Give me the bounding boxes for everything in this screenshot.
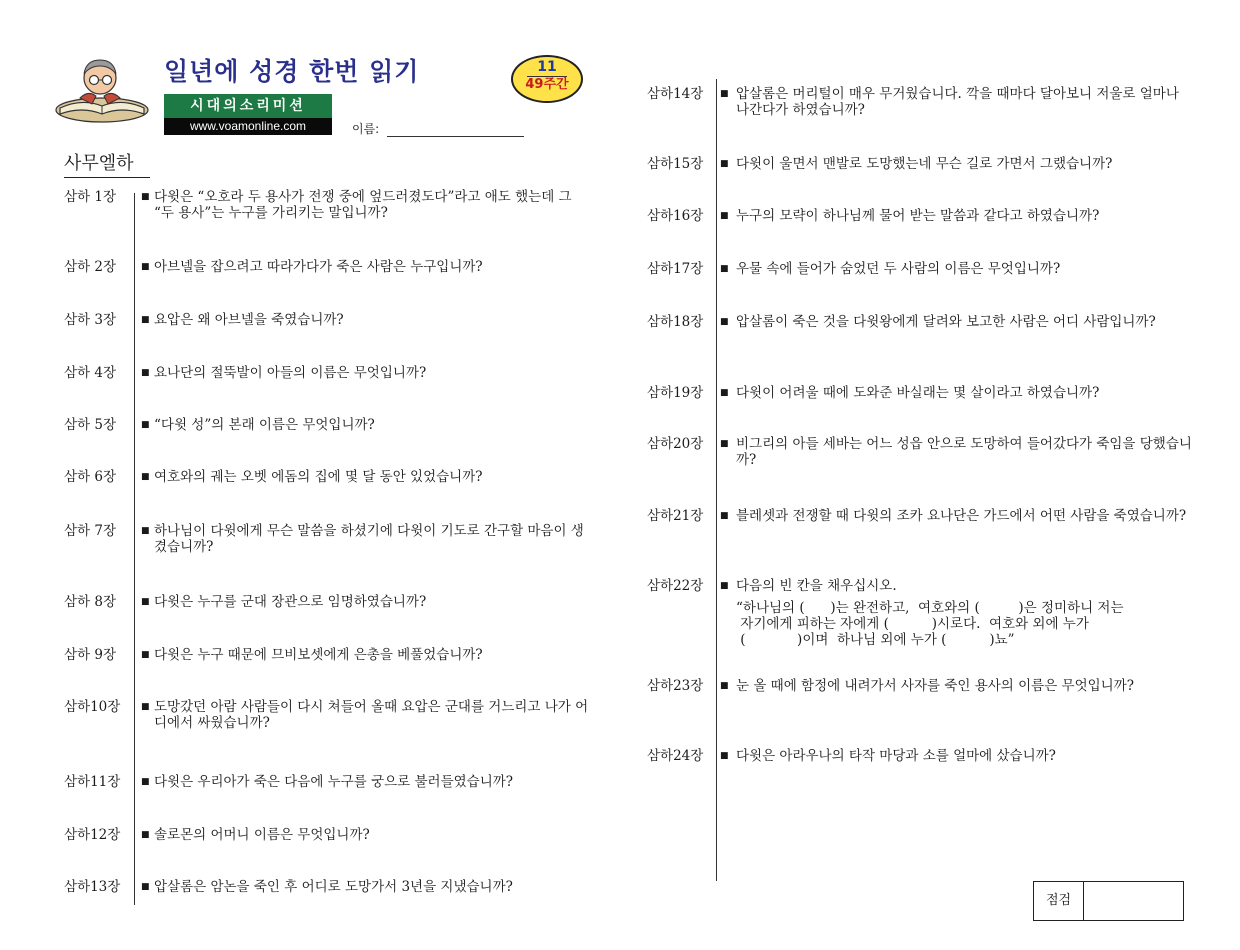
name-label: 이름:: [352, 122, 380, 136]
chapter-label: 삼하21장: [647, 508, 704, 524]
question-text: 도망갔던 아람 사람들이 다시 쳐들어 올때 요압은 군대를 거느리고 나가 어디에서 싸웠습니까?: [154, 699, 589, 731]
question-text: 아브넬을 잡으려고 따라가다가 죽은 사람은 누구입니까?: [154, 259, 483, 275]
bullet-icon: ■: [720, 89, 729, 99]
question-text: 솔로몬의 어머니 이름은 무엇입니까?: [154, 827, 370, 843]
bullet-icon: ■: [720, 388, 729, 398]
check-box: [1033, 881, 1184, 921]
bullet-icon: ■: [720, 159, 729, 169]
question-text: 다윗이 울면서 맨발로 도망했는네 무슨 길로 가면서 그랬습니까?: [736, 156, 1113, 172]
bullet-icon: ■: [720, 211, 729, 221]
fill-in-quote-line: ( )이며 하나님 외에 누가 ( )뇨”: [736, 632, 1015, 648]
question-text: 다윗은 “오호라 두 용사가 전쟁 중에 엎드러졌도다”라고 애도 했는데 그 “두 용사”는 누구를 가리키는 말입니까?: [154, 189, 572, 221]
bullet-icon: ■: [720, 581, 729, 591]
question-text: 압살롬은 머리털이 매우 무거웠습니다. 깍을 때마다 달아보니 저울로 얼마나 나간다가 하였습니까?: [736, 86, 1179, 118]
org-name-banner: 시대의소리미션: [164, 94, 332, 118]
question-text: 블레셋과 전쟁할 때 다윗의 조카 요나단은 가드에서 어떤 사람을 죽였습니까?: [736, 508, 1187, 524]
question-text: 다윗은 누구를 군대 장관으로 임명하였습니까?: [154, 594, 427, 610]
question-text: 누구의 모략이 하나님께 물어 받는 말씀과 같다고 하였습니까?: [736, 208, 1100, 224]
question-text: 다윗이 어려울 때에 도와준 바실래는 몇 살이라고 하였습니까?: [736, 385, 1100, 401]
chapter-label: 삼하17장: [647, 261, 704, 277]
bullet-icon: ■: [720, 511, 729, 521]
week-badge: [511, 55, 583, 103]
chapter-label: 삼하 1장: [64, 189, 117, 205]
chapter-label: 삼하16장: [647, 208, 704, 224]
chapter-label: 삼하11장: [64, 774, 121, 790]
question-text: 비그리의 아들 세바는 어느 성읍 안으로 도망하여 들어갔다가 죽임을 당했습니까?: [736, 436, 1192, 468]
bullet-icon: ■: [141, 526, 150, 536]
bullet-icon: ■: [720, 264, 729, 274]
bullet-icon: ■: [141, 262, 150, 272]
chapter-label: 삼하18장: [647, 314, 704, 330]
chapter-label: 삼하13장: [64, 879, 121, 895]
question-text: 눈 올 때에 함정에 내려가서 사자를 죽인 용사의 이름은 무엇입니까?: [736, 678, 1134, 694]
name-input-line[interactable]: [387, 136, 524, 137]
bullet-icon: ■: [141, 650, 150, 660]
week-number: 11: [537, 59, 557, 75]
question-text: [736, 578, 1196, 648]
question-text: 다윗은 누구 때문에 므비보셋에게 은총을 베풀었습니까?: [154, 647, 483, 663]
question-text: 요나단의 절뚝발이 아들의 이름은 무엇입니까?: [154, 365, 427, 381]
chapter-label: 삼하 9장: [64, 647, 117, 663]
question-text: 우물 속에 들어가 숨었던 두 사람의 이름은 무엇입니까?: [736, 261, 1061, 277]
bullet-icon: ■: [141, 597, 150, 607]
chapter-label: 삼하 8장: [64, 594, 117, 610]
check-mark-area[interactable]: [1084, 882, 1183, 920]
week-label: 49주간: [525, 77, 569, 92]
question-text: 하나님이 다윗에게 무슨 말씀을 하셨기에 다윗이 기도로 간구할 마음이 생겼습니까?: [154, 523, 584, 555]
reading-man-illustration: [52, 52, 152, 124]
bullet-icon: ■: [141, 777, 150, 787]
bullet-icon: ■: [720, 317, 729, 327]
chapter-label: 삼하 6장: [64, 469, 117, 485]
chapter-label: 삼하14장: [647, 86, 704, 102]
org-url: www.voamonline.com: [164, 118, 332, 135]
question-instruction: 다음의 빈 칸을 채우십시오.: [736, 578, 897, 594]
chapter-label: 삼하 4장: [64, 365, 117, 381]
question-text: “다윗 성”의 본래 이름은 무엇입니까?: [154, 417, 375, 433]
chapter-label: 삼하10장: [64, 699, 121, 715]
question-text: 다윗은 우리아가 죽은 다음에 누구를 궁으로 불러들였습니까?: [154, 774, 514, 790]
chapter-label: 삼하24장: [647, 748, 704, 764]
chapter-label: 삼하12장: [64, 827, 121, 843]
bullet-icon: ■: [141, 472, 150, 482]
question-text: 압살롬이 죽은 것을 다윗왕에게 달려와 보고한 사람은 어디 사람입니까?: [736, 314, 1156, 330]
chapter-label: 삼하19장: [647, 385, 704, 401]
chapter-label: 삼하 3장: [64, 312, 117, 328]
question-text: 다윗은 아라우나의 타작 마당과 소를 얼마에 샀습니까?: [736, 748, 1056, 764]
chapter-label: 삼하 5장: [64, 417, 117, 433]
chapter-label: 삼하 2장: [64, 259, 117, 275]
left-column-divider: [134, 193, 135, 905]
question-text: 요압은 왜 아브넬을 죽였습니까?: [154, 312, 344, 328]
chapter-label: 삼하15장: [647, 156, 704, 172]
chapter-label: 삼하23장: [647, 678, 704, 694]
bullet-icon: ■: [141, 830, 150, 840]
question-text: 압살롬은 암논을 죽인 후 어디로 도망가서 3년을 지냈습니까?: [154, 879, 513, 895]
fill-in-quote-line: 자기에게 피하는 자에게 ( )시로다. 여호와 외에 누가: [736, 616, 1089, 632]
chapter-label: 삼하22장: [647, 578, 704, 594]
question-text: 여호와의 궤는 오벳 에돔의 집에 몇 달 동안 있었습니까?: [154, 469, 483, 485]
bullet-icon: ■: [720, 751, 729, 761]
bullet-icon: ■: [720, 681, 729, 691]
bullet-icon: ■: [720, 439, 729, 449]
bullet-icon: ■: [141, 702, 150, 712]
chapter-label: 삼하20장: [647, 436, 704, 452]
right-column-divider: [716, 79, 717, 881]
bullet-icon: ■: [141, 368, 150, 378]
bullet-icon: ■: [141, 882, 150, 892]
bullet-icon: ■: [141, 420, 150, 430]
section-title: 사무엘하: [64, 149, 150, 178]
bullet-icon: ■: [141, 315, 150, 325]
bullet-icon: ■: [141, 192, 150, 202]
page-title: 일년에 성경 한번 읽기: [164, 57, 420, 86]
fill-in-quote-line: “하나님의 ( )는 완전하고, 여호와의 ( )은 정미하니 저는: [736, 600, 1124, 616]
chapter-label: 삼하 7장: [64, 523, 117, 539]
check-label: 점검: [1034, 882, 1084, 920]
